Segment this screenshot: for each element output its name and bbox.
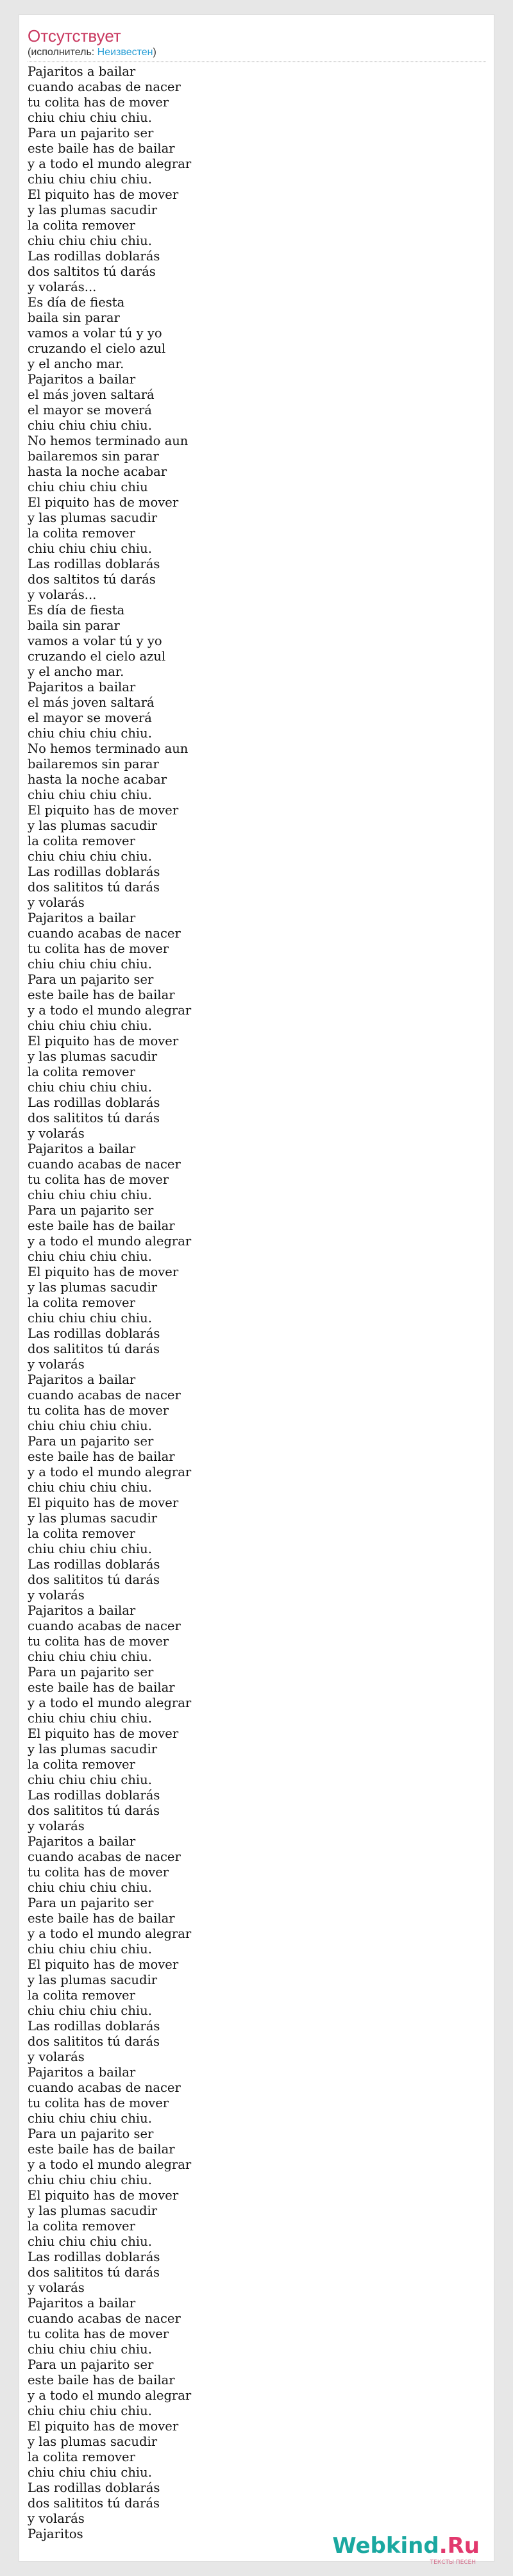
lyric-line: y volarás [28,1126,85,1141]
lyric-line: El piquito has de mover [28,495,179,510]
lyric-line: Para un pajarito ser [28,1203,154,1218]
lyric-line: El piquito has de mover [28,1495,179,1510]
lyric-line: Es día de fiesta [28,295,125,310]
lyric-line: y a todo el mundo alegrar [28,2388,192,2403]
lyric-line: dos salititos tú darás [28,2034,160,2049]
lyric-line: el más joven saltará [28,387,155,402]
lyric-line: y volarás... [28,587,97,602]
lyric-line: y las plumas sacudir [28,2434,158,2449]
lyric-line: dos salititos tú darás [28,1342,160,1356]
lyric-line: dos salititos tú darás [28,2496,160,2511]
artist-link[interactable]: Неизвестен [97,47,153,58]
lyric-line: Las rodillas doblarás [28,1326,160,1341]
lyric-line: cuando acabas de nacer [28,2311,181,2326]
lyric-line: Las rodillas doblarás [28,557,160,571]
lyric-line: este baile has de bailar [28,2142,175,2157]
lyric-line: chiu chiu chiu chiu. [28,787,152,802]
lyric-line: la colita remover [28,2219,135,2234]
lyric-line: Para un pajarito ser [28,1665,154,1679]
lyric-line: el mayor se moverá [28,403,152,417]
lyric-line: y las plumas sacudir [28,203,158,217]
lyric-line: este baile has de bailar [28,1680,175,1695]
lyric-line: y las plumas sacudir [28,1511,158,1526]
lyric-line: Para un pajarito ser [28,972,154,987]
lyric-line: Las rodillas doblarás [28,1788,160,1803]
lyric-line: la colita remover [28,526,135,541]
lyrics-body [28,64,191,2542]
lyric-line: y las plumas sacudir [28,1280,158,1295]
lyric-line: dos salititos tú darás [28,1572,160,1587]
lyric-line: vamos a volar tú y yo [28,326,162,341]
lyric-line: y volarás [28,1357,85,1372]
lyric-line: este baile has de bailar [28,2373,175,2387]
lyric-line: chiu chiu chiu chiu. [28,1311,152,1326]
lyric-line: bailaremos sin parar [28,757,159,771]
lyric-line: este baile has de bailar [28,1449,175,1464]
logo-tagline: ТЕКСТЫ ПЕСЕН [430,2559,476,2566]
lyric-line: No hemos terminado aun [28,434,189,448]
artist-line [28,46,156,59]
lyric-line: y las plumas sacudir [28,2203,158,2218]
lyric-line: El piquito has de mover [28,803,179,818]
lyric-line: Pajaritos a bailar [28,1141,136,1156]
lyric-line: dos salititos tú darás [28,1111,160,1125]
artist-prefix: (исполнитель: [28,47,97,58]
lyric-line: tu colita has de mover [28,1403,169,1418]
lyric-line: Para un pajarito ser [28,1896,154,1910]
lyric-line: dos saltitos tú darás [28,572,156,587]
lyric-line: la colita remover [28,2450,135,2464]
lyric-line: chiu chiu chiu chiu. [28,1418,152,1433]
lyric-line: chiu chiu chiu chiu. [28,1188,152,1202]
lyric-line: dos saltitos tú darás [28,264,156,279]
lyric-line: Es día de fiesta [28,603,125,618]
lyric-line: y a todo el mundo alegrar [28,1003,192,1018]
lyric-line: hasta la noche acabar [28,464,167,479]
lyric-line: la colita remover [28,1065,135,1079]
lyric-line: y volarás [28,2280,85,2295]
song-title: Отсутствует [28,26,121,46]
lyric-line: la colita remover [28,1295,135,1310]
lyric-line: chiu chiu chiu chiu. [28,2342,152,2357]
logo-tld: .Ru [439,2533,480,2559]
lyric-line: cuando acabas de nacer [28,1388,181,1402]
lyric-line: hasta la noche acabar [28,772,167,787]
lyric-line: tu colita has de mover [28,2096,169,2110]
lyric-line: El piquito has de mover [28,1726,179,1741]
lyric-line: chiu chiu chiu chiu. [28,1880,152,1895]
lyric-line: Las rodillas doblarás [28,2480,160,2495]
lyric-line: chiu chiu chiu chiu. [28,418,152,433]
lyric-line: cuando acabas de nacer [28,926,181,941]
lyric-line: y a todo el mundo alegrar [28,1234,192,1249]
lyric-line: chiu chiu chiu chiu. [28,957,152,972]
logo-name: Webkind [332,2533,439,2559]
lyric-line: Las rodillas doblarás [28,249,160,264]
lyric-line: y volarás [28,2511,85,2526]
lyric-line: chiu chiu chiu chiu. [28,2234,152,2249]
lyric-line: y las plumas sacudir [28,1973,158,1987]
lyric-line: y volarás [28,1588,85,1603]
lyric-line: El piquito has de mover [28,1265,179,1279]
lyric-line: Pajaritos a bailar [28,1372,136,1387]
lyric-line: este baile has de bailar [28,1218,175,1233]
lyric-line: Las rodillas doblarás [28,1095,160,1110]
lyric-line: Pajaritos a bailar [28,1834,136,1849]
lyric-line: y volarás [28,2050,85,2064]
lyric-line: y volarás [28,1819,85,1833]
lyric-line: y a todo el mundo alegrar [28,2157,192,2172]
lyric-line: y las plumas sacudir [28,1049,158,1064]
lyric-line: dos salititos tú darás [28,1803,160,1818]
lyric-line: tu colita has de mover [28,941,169,956]
lyric-line: cuando acabas de nacer [28,1849,181,1864]
lyric-line: la colita remover [28,1757,135,1772]
lyric-line: No hemos terminado aun [28,741,189,756]
lyric-line: Pajaritos a bailar [28,64,136,79]
lyric-line: este baile has de bailar [28,988,175,1002]
lyric-line: chiu chiu chiu chiu [28,480,148,494]
lyric-line: chiu chiu chiu chiu. [28,1542,152,1556]
lyric-line: y volarás [28,895,85,910]
lyric-line: bailaremos sin parar [28,449,159,464]
lyric-line: cruzando el cielo azul [28,341,166,356]
lyric-line: la colita remover [28,1526,135,1541]
lyric-line: vamos a volar tú y yo [28,634,162,648]
artist-suffix: ) [153,47,156,58]
lyric-line: Pajaritos a bailar [28,680,136,695]
lyric-line: Las rodillas doblarás [28,2019,160,2033]
lyric-line: el más joven saltará [28,695,155,710]
lyric-line: chiu chiu chiu chiu. [28,1711,152,1726]
lyric-line: y a todo el mundo alegrar [28,156,192,171]
lyric-line: y volarás... [28,280,97,294]
lyric-line: chiu chiu chiu chiu. [28,233,152,248]
lyric-line: Pajaritos a bailar [28,372,136,387]
lyric-line: y a todo el mundo alegrar [28,1926,192,1941]
lyric-line: El piquito has de mover [28,2188,179,2203]
lyric-line: cuando acabas de nacer [28,1157,181,1172]
lyric-line: chiu chiu chiu chiu. [28,1080,152,1095]
lyric-line: chiu chiu chiu chiu. [28,1480,152,1495]
lyric-line: chiu chiu chiu chiu. [28,2111,152,2126]
lyric-line: y a todo el mundo alegrar [28,1465,192,1479]
lyric-line: y el ancho mar. [28,357,124,371]
lyric-line: la colita remover [28,834,135,848]
lyric-line: Para un pajarito ser [28,126,154,140]
lyric-line: chiu chiu chiu chiu. [28,2003,152,2018]
lyric-line: cruzando el cielo azul [28,649,166,664]
lyric-line: chiu chiu chiu chiu. [28,1772,152,1787]
lyric-line: El piquito has de mover [28,187,179,202]
lyric-line: y las plumas sacudir [28,818,158,833]
lyric-line: cuando acabas de nacer [28,1619,181,1633]
lyric-line: cuando acabas de nacer [28,2080,181,2095]
lyric-line: Las rodillas doblarás [28,2250,160,2264]
lyric-line: Pajaritos a bailar [28,2065,136,2080]
lyric-line: chiu chiu chiu chiu. [28,726,152,741]
lyric-line: y las plumas sacudir [28,1742,158,1756]
lyric-line: Las rodillas doblarás [28,864,160,879]
lyric-line: dos salititos tú darás [28,880,160,895]
lyric-line: chiu chiu chiu chiu. [28,1649,152,1664]
lyric-line: chiu chiu chiu chiu. [28,110,152,125]
lyric-line: El piquito has de mover [28,1957,179,1972]
lyric-line: Para un pajarito ser [28,1434,154,1449]
lyrics-card [19,14,494,2566]
lyric-line: tu colita has de mover [28,1172,169,1187]
lyric-line: chiu chiu chiu chiu. [28,541,152,556]
lyric-line: y a todo el mundo alegrar [28,1696,192,1710]
lyric-line: dos salititos tú darás [28,2265,160,2280]
lyric-line: tu colita has de mover [28,1634,169,1649]
lyric-line: chiu chiu chiu chiu. [28,1249,152,1264]
lyric-line: Pajaritos a bailar [28,2296,136,2311]
lyric-line: chiu chiu chiu chiu. [28,1018,152,1033]
lyric-line: tu colita has de mover [28,2327,169,2341]
lyric-line: chiu chiu chiu chiu. [28,1942,152,1957]
lyric-line: El piquito has de mover [28,1034,179,1048]
lyric-line: chiu chiu chiu chiu. [28,2465,152,2480]
webkind-logo[interactable] [332,2534,480,2558]
lyric-line: Pajaritos a bailar [28,1603,136,1618]
lyric-line: la colita remover [28,218,135,233]
lyric-line: El piquito has de mover [28,2419,179,2434]
lyric-line: baila sin parar [28,618,120,633]
lyric-line: tu colita has de mover [28,1865,169,1880]
lyric-line: Para un pajarito ser [28,2357,154,2372]
lyric-line: Pajaritos [28,2527,83,2541]
lyric-line: tu colita has de mover [28,95,169,110]
lyric-line: chiu chiu chiu chiu. [28,2173,152,2187]
lyric-line: el mayor se moverá [28,711,152,725]
lyric-line: y el ancho mar. [28,664,124,679]
lyric-line: chiu chiu chiu chiu. [28,2403,152,2418]
lyric-line: chiu chiu chiu chiu. [28,849,152,864]
lyric-line: Pajaritos a bailar [28,911,136,925]
lyric-line: este baile has de bailar [28,141,175,156]
lyric-line: baila sin parar [28,310,120,325]
lyric-line: cuando acabas de nacer [28,80,181,94]
lyric-line: este baile has de bailar [28,1911,175,1926]
lyric-line: y las plumas sacudir [28,510,158,525]
lyric-line: Las rodillas doblarás [28,1557,160,1572]
lyric-line: Para un pajarito ser [28,2126,154,2141]
lyric-line: la colita remover [28,1988,135,2003]
lyric-line: chiu chiu chiu chiu. [28,172,152,187]
